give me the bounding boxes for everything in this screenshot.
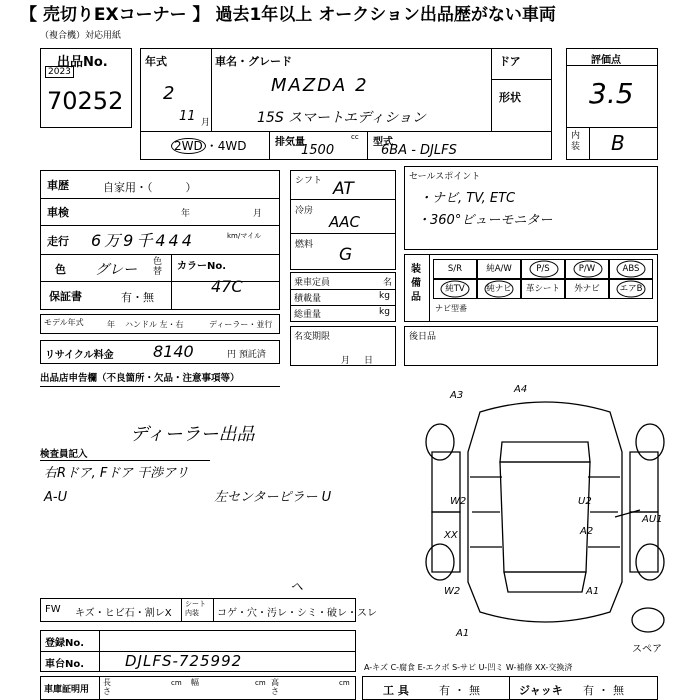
- inspection-month: 月: [253, 209, 263, 219]
- lot-label: 出品No.: [57, 55, 108, 70]
- shift-value: AT: [333, 179, 354, 199]
- fw-box: [40, 598, 377, 622]
- jack-label: ジャッキ: [519, 684, 563, 697]
- fuel-value: G: [339, 245, 353, 265]
- equip-abs: ABS: [609, 259, 653, 279]
- after-parts-label: 後日品: [409, 332, 437, 342]
- warranty-label: 保証書: [49, 290, 82, 303]
- banner: 【 売切りEXコーナー 】 過去1年以上 オークション出品歴がない車両: [0, 0, 700, 30]
- inspection-year: 年: [181, 209, 191, 219]
- sub-header: （複合機）対応用紙: [40, 31, 122, 41]
- nav-model-label: ナビ型番: [435, 304, 467, 313]
- registration-label: 登録No.: [45, 638, 85, 649]
- seat-items: コゲ・穴・汚レ・シミ・破レ・スレ: [217, 608, 377, 619]
- equipment-label: 装備品: [411, 264, 421, 303]
- equip-airbag: エアB: [609, 279, 653, 299]
- gross-label: 総重量: [294, 310, 322, 320]
- recycle-box: [40, 340, 280, 364]
- chassis-label: 車台No.: [45, 659, 85, 670]
- cert-width-unit: cm: [255, 679, 266, 687]
- tire-rear-left: [426, 544, 454, 580]
- recycle-label: リサイクル料金: [45, 350, 114, 361]
- circle-power-steering: [530, 261, 558, 277]
- equip-tv: 純TV: [433, 279, 477, 299]
- tools-value: 有・無: [439, 684, 484, 697]
- capacity-unit: 名: [383, 278, 393, 288]
- mark-w2-left: W2: [450, 496, 467, 507]
- car-name-label: 車名・グレード: [215, 55, 292, 68]
- fw-label: FW: [45, 604, 61, 615]
- displacement-unit: cc: [351, 133, 359, 141]
- inspector-note-1: ディーラー出品: [130, 424, 255, 445]
- sales-point-2: ・360°ビューモニター: [417, 213, 553, 228]
- displacement-value: 1500: [301, 143, 335, 158]
- mark-a4: A4: [514, 384, 528, 395]
- registration-box: [40, 630, 356, 672]
- windshield: [500, 442, 590, 462]
- history-label: 車歴: [47, 179, 69, 192]
- drive-2wd: 2WD: [171, 138, 206, 154]
- equip-ext-navi: 外ナビ: [565, 279, 609, 299]
- rear-window: [504, 572, 586, 592]
- mark-a2: A2: [580, 526, 594, 537]
- circle-abs: [617, 261, 645, 277]
- equip-navi: 純ナビ: [477, 279, 521, 299]
- drive-4wd: ・4WD: [205, 139, 247, 153]
- car-maker: MAZDA 2: [271, 75, 369, 96]
- mark-a3: A3: [450, 390, 464, 401]
- equip-power-windows: P/W: [565, 259, 609, 279]
- reg-period-box: [290, 326, 396, 366]
- seat-mark: ヘ: [290, 580, 304, 595]
- equip-alloy-wheels: 純A/W: [477, 259, 521, 279]
- circle-navi: [485, 281, 513, 297]
- cert-label: 車庫証明用: [44, 685, 90, 695]
- chassis-value: DJLFS-725992: [125, 652, 243, 670]
- model-year-unit: 年: [107, 320, 115, 329]
- lot-box: [40, 48, 132, 128]
- shape-label: 形状: [499, 91, 521, 104]
- equip-power-steering: P/S: [521, 259, 565, 279]
- tire-front-right: [636, 424, 664, 460]
- equipment-box: [404, 254, 658, 322]
- fuel-label: 燃料: [295, 240, 314, 250]
- inspector-note-2: 右Rドア, Fドア 干渉アリ: [44, 466, 189, 481]
- cert-box: [40, 676, 356, 700]
- lot-year-tag: 2023: [45, 66, 74, 78]
- year-label: 年式: [145, 55, 167, 68]
- model-year-box: [40, 314, 280, 334]
- warranty-value: 有・無: [121, 291, 154, 304]
- equip-sunroof: S/R: [433, 259, 477, 279]
- history-value: 自家用・（ ）: [103, 181, 197, 194]
- weights-box: [290, 272, 396, 322]
- sales-points-box: [404, 166, 658, 250]
- month-unit: 月: [201, 118, 211, 128]
- score-value: 3.5: [589, 77, 634, 110]
- mileage-label: 走行: [47, 235, 69, 248]
- equipment-circles: [405, 255, 659, 323]
- damage-legend: A-キズ C-腐食 E-エクボ S-サビ U-凹ミ W-補修 XX-交換済: [364, 663, 573, 672]
- door-left-rear: [432, 512, 460, 572]
- mark-a1-bottom: A1: [456, 628, 470, 639]
- load-unit: kg: [379, 291, 390, 301]
- car-roof: [500, 462, 590, 572]
- equip-leather: 革シート: [521, 279, 565, 299]
- gross-unit: kg: [379, 307, 390, 317]
- mark-au1: AU1: [642, 514, 663, 525]
- model-year-label: モデル年式: [44, 318, 84, 327]
- model-label: 型式: [373, 137, 393, 148]
- lot-number: 70252: [47, 87, 124, 115]
- capacity-label: 乗車定員: [294, 278, 331, 288]
- aircon-label: 冷房: [295, 206, 314, 216]
- dealer: ディーラー・並行: [209, 320, 273, 329]
- year-month: 11: [179, 109, 196, 124]
- handle: ハンドル 左・右: [125, 320, 184, 329]
- mark-xx: XX: [444, 530, 458, 541]
- cert-height: 高さ: [271, 678, 279, 696]
- after-parts-box: [404, 326, 658, 366]
- inspector-note-4: 左センターピラー U: [214, 490, 332, 505]
- vehicle-info-box: [140, 48, 552, 160]
- car-grade: 15S スマートエディション: [257, 110, 426, 126]
- history-box: [40, 170, 280, 310]
- year-value: 2: [163, 83, 175, 104]
- color-code-label: カラーNo.: [177, 261, 227, 272]
- inspection-label: 車検: [47, 206, 69, 219]
- tire-front-left: [426, 424, 454, 460]
- displacement-label: 排気量: [275, 137, 305, 148]
- aircon-value: AAC: [329, 213, 360, 231]
- door-label: ドア: [499, 55, 521, 68]
- mechanical-box: [290, 170, 396, 270]
- color-value: グレー: [95, 262, 137, 278]
- score-label: 評価点: [591, 55, 621, 66]
- door-right-front: [630, 452, 658, 512]
- drive-type: [171, 137, 247, 154]
- sales-point-1: ・ナビ, TV, ETC: [419, 191, 516, 206]
- mileage-unit: km/マイル: [227, 232, 262, 240]
- cert-height-unit: cm: [339, 679, 350, 687]
- recycle-unit: 円 預託済: [227, 350, 266, 360]
- interior-value: B: [611, 131, 625, 155]
- reg-period-label: 名変期限: [294, 332, 331, 342]
- jack-value: 有・無: [583, 684, 628, 697]
- reg-period-unit: 月日: [341, 356, 388, 366]
- color-label: 色: [55, 263, 66, 276]
- fw-items: キズ・ヒビ石・割レX: [75, 608, 172, 619]
- car-damage-diagram: [410, 382, 680, 642]
- mark-w2-rear: W2: [444, 586, 461, 597]
- model-value: 6BA - DJLFS: [381, 143, 457, 158]
- cert-length: 長さ: [103, 678, 111, 696]
- tire-rear-right: [636, 544, 664, 580]
- sales-points-label: セールスポイント: [409, 172, 481, 182]
- spare-tire: [632, 608, 664, 632]
- tools-label: 工 具: [383, 684, 409, 697]
- circle-power-windows: [574, 261, 602, 277]
- recycle-value: 8140: [153, 342, 194, 361]
- circle-tv: [441, 281, 469, 297]
- mileage-value: 6万9千444: [91, 231, 195, 250]
- spare-label: スペア: [632, 644, 662, 655]
- mark-a1-rear: A1: [586, 586, 600, 597]
- score-box: [566, 48, 658, 160]
- seat-label: シート内装: [185, 600, 206, 617]
- circle-airbag: [617, 281, 645, 297]
- shift-label: シフト: [295, 176, 323, 186]
- repaint-label: 色替: [153, 257, 163, 277]
- color-code: 47C: [211, 277, 243, 296]
- cert-width: 幅: [191, 678, 199, 687]
- inspector-note-3: A-U: [44, 490, 68, 505]
- tools-box: [362, 676, 658, 700]
- load-label: 積載量: [294, 294, 322, 304]
- interior-label: 内装: [571, 131, 581, 152]
- report-label: 出品店申告欄（不良箇所・欠品・注意事項等）: [40, 373, 240, 384]
- mark-u2: U2: [578, 496, 592, 507]
- cert-length-unit: cm: [171, 679, 182, 687]
- inspector-label: 検査員記入: [40, 449, 88, 460]
